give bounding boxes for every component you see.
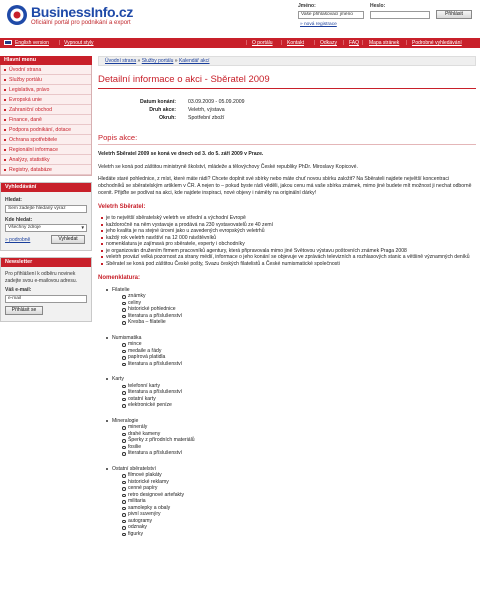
- category-subitems: [112, 424, 476, 457]
- detail-value: 03.09.2009 - 05.09.2009: [188, 99, 245, 106]
- email-label: Váš e-mail:: [5, 287, 32, 293]
- sidebar-item-analyses-statistics[interactable]: Analýzy, statistiky: [1, 155, 91, 165]
- category-name: Filatelie: [112, 286, 130, 293]
- search-scope-value: Všechny zdroje: [8, 225, 41, 230]
- list-item: Sběratel se koná pod záštitou České pošty, Svazu českých filatelistů a České numismatické společnosti: [98, 261, 476, 268]
- category-subitems: [112, 383, 476, 409]
- category-subitem: samolepky a obaly: [112, 505, 476, 512]
- nav-separator: |: [59, 40, 61, 46]
- nav-faq-link[interactable]: FAQ: [349, 40, 360, 46]
- main-menu-title: Hlavní menu: [0, 56, 92, 65]
- category-subitem: elektronické peníze: [112, 402, 476, 409]
- page-title: Detailní informace o akci - Sběratel 2009: [98, 74, 270, 85]
- sidebar-item-regional-info[interactable]: Regionální informace: [1, 145, 91, 155]
- category-item: [98, 376, 476, 409]
- disable-styles-link[interactable]: Vypnout styly: [64, 40, 94, 46]
- category-subitem: filmové plakáty: [112, 472, 476, 479]
- username-input[interactable]: Vaše přihlašovací jméno: [298, 11, 364, 19]
- brand-tagline: Oficiální portál pro podnikání a export: [31, 20, 131, 26]
- detail-label: Datum konání:: [139, 99, 176, 106]
- header: [0, 0, 480, 36]
- category-subitems: [112, 472, 476, 537]
- category-subitem: historické reklamy: [112, 479, 476, 486]
- nav-separator: |: [406, 40, 408, 46]
- nav-sitemap-link[interactable]: Mapa stránek: [369, 40, 400, 46]
- breadcrumb-separator: »: [137, 58, 142, 64]
- list-item: je to největší sběratelský veletrh ve střední a východní Evropě: [98, 215, 476, 222]
- title-divider: [98, 88, 476, 89]
- category-subitem: literatura a příslušenství: [112, 361, 476, 368]
- category-subitem: autogramy: [112, 518, 476, 525]
- category-name: Karty: [112, 376, 124, 383]
- category-item: [98, 418, 476, 457]
- category-subitem: militaria: [112, 498, 476, 505]
- newsletter-subscribe-button[interactable]: Přihlásit se: [5, 306, 43, 315]
- sidebar-item-business-support[interactable]: Podpora podnikání, dotace: [1, 125, 91, 135]
- businessinfo-logo-icon[interactable]: [6, 4, 28, 26]
- search-button[interactable]: Vyhledat: [51, 235, 85, 244]
- category-subitem: papírová platidla: [112, 354, 476, 361]
- sidebar-item-european-union[interactable]: Evropská unie: [1, 95, 91, 105]
- search-scope-select[interactable]: [5, 224, 87, 232]
- category-subitem: historické pohlednice: [112, 306, 476, 313]
- english-version-link[interactable]: English version: [15, 40, 49, 46]
- sidebar-item-foreign-trade[interactable]: Zahraniční obchod: [1, 105, 91, 115]
- category-subitem: figurky: [112, 531, 476, 538]
- category-subitem: Šperky z přírodních materiálů: [112, 437, 476, 444]
- category-subitem: literatura a příslušenství: [112, 450, 476, 457]
- detail-value: Spotřební zboží: [188, 115, 225, 122]
- category-subitem: medaile a řády: [112, 348, 476, 355]
- intro-paragraph: Hledáte staré pohlednice, z míst, které máte rádi? Chcete doplnit své sbírky nebo máte chuť novou sbírku založit? Na Sběrateli najdete největší koncentraci obchodníků se sběratelským artiklem v ČR. A nejen to – pokud byste rádi věděli, jakou cenu má vaše sbírka známek, mimo jiné budete mít možnost ji nechat odborně ocenit. Přijďte se podívat na akci, kde najdete inspiraci, nové objevy i náměty na originální dárky!: [98, 176, 472, 196]
- sidebar-item-registries[interactable]: Registry, databáze: [1, 165, 91, 175]
- search-scope-label: Kde hledat:: [5, 216, 33, 223]
- nomenclature-list: [98, 287, 476, 538]
- category-subitems: [112, 293, 476, 326]
- category-name: Numismatika: [112, 334, 142, 341]
- category-name: Mineralogie: [112, 417, 139, 424]
- category-subitem: fosilie: [112, 444, 476, 451]
- chevron-down-icon: ▼: [80, 225, 85, 230]
- main-menu: [0, 65, 92, 176]
- newsletter-title: Newsletter: [1, 258, 91, 267]
- nav-separator: |: [362, 40, 364, 46]
- sidebar-item-legislation[interactable]: Legislativa, právo: [1, 85, 91, 95]
- category-subitem: známky: [112, 293, 476, 300]
- category-subitem: drahé kameny: [112, 431, 476, 438]
- category-subitem: ostatní karty: [112, 396, 476, 403]
- password-input[interactable]: [370, 11, 430, 19]
- login-form: [298, 3, 476, 35]
- patronage-paragraph: Veletrh se koná pod záštitou ministryně školství, mládeže a tělovýchovy České republiky PhDr. Miroslavy Kopicové.: [98, 163, 358, 170]
- search-box: [0, 182, 92, 251]
- nav-links-link[interactable]: Odkazy: [320, 40, 337, 46]
- features-heading: Veletrh Sběratel:: [98, 204, 146, 211]
- sidebar-item-finance-taxes[interactable]: Finance, daně: [1, 115, 91, 125]
- new-registration-link[interactable]: » nová registrace: [300, 22, 337, 27]
- sidebar-item-consumer-protection[interactable]: Ochrana spotřebitele: [1, 135, 91, 145]
- detail-value: Veletrh, výstava: [188, 107, 225, 114]
- section-divider: [98, 144, 476, 145]
- email-field[interactable]: e-mail: [5, 295, 87, 303]
- category-item: [98, 287, 476, 326]
- nav-separator: |: [343, 40, 345, 46]
- category-subitem: mince: [112, 341, 476, 348]
- category-subitems: [112, 341, 476, 367]
- event-details: [98, 99, 476, 123]
- top-navigation: [0, 38, 480, 48]
- lead-paragraph: Veletrh Sběratel 2009 se koná ve dnech od 3. do 5. září 2009 v Praze.: [98, 151, 264, 158]
- category-subitem: Kresba – filatelie: [112, 319, 476, 326]
- list-item: každoročně na něm vystavuje a prodává na 230 vystavovatelů ze 40 zemí: [98, 222, 476, 229]
- category-subitem: minerály: [112, 424, 476, 431]
- list-item: veletrh provází velká pozornost za strany médií, informace o jeho konání se objevuje ve zprávách televizních a rozhlasových stanic a většině významných deníků: [98, 254, 476, 261]
- category-subitem: pivní suvenýry: [112, 511, 476, 518]
- features-list: [98, 215, 476, 267]
- category-subitem: cenné papíry: [112, 485, 476, 492]
- username-label: Jméno:: [298, 3, 316, 9]
- newsletter-box: [0, 257, 92, 322]
- detail-row: [98, 107, 476, 115]
- nav-contact-link[interactable]: Kontakt: [287, 40, 304, 46]
- category-subitem: literatura a příslušenství: [112, 389, 476, 396]
- category-item: [98, 466, 476, 538]
- list-item: jeho kvalita je na stejné úrovni jako u zavedených evropských veletrhů: [98, 228, 476, 235]
- breadcrumb: [98, 56, 476, 66]
- breadcrumb-separator: »: [174, 58, 179, 64]
- sidebar: [0, 56, 92, 322]
- nav-about-link[interactable]: O portálu: [252, 40, 273, 46]
- password-label: Heslo:: [370, 3, 386, 9]
- detail-row: [98, 115, 476, 123]
- search-label: Hledat:: [5, 197, 22, 203]
- category-item: [98, 335, 476, 368]
- nav-separator: |: [281, 40, 283, 46]
- search-input[interactable]: Sem zadejte hledaný výraz: [5, 205, 87, 213]
- main-content: [98, 56, 476, 546]
- breadcrumb-portal-services[interactable]: Služby portálu: [141, 58, 174, 64]
- breadcrumb-home[interactable]: Úvodní strana: [105, 58, 137, 64]
- sidebar-item-home[interactable]: Úvodní strana: [1, 65, 91, 75]
- category-subitem: telefonní karty: [112, 383, 476, 390]
- nav-separator: |: [314, 40, 316, 46]
- category-subitem: odznaky: [112, 524, 476, 531]
- nav-advanced-search-link[interactable]: Podrobné vyhledávání: [412, 40, 462, 46]
- category-name: Ostatní sběratelství: [112, 465, 156, 472]
- nomenclature-heading: Nomenklatura:: [98, 275, 141, 282]
- login-button[interactable]: Přihlásit: [436, 10, 472, 19]
- breadcrumb-event-calendar[interactable]: Kalendář akcí: [178, 58, 210, 64]
- list-item: každý rok veletrh navštíví na 12 000 návštěvníků: [98, 235, 476, 242]
- detail-label: Druh akce:: [149, 107, 176, 114]
- brand-name[interactable]: BusinessInfo.cz: [31, 4, 134, 20]
- category-subitem: retro designové artefakty: [112, 492, 476, 499]
- list-item: nomenklatura je zajímavá pro sběratele, experty i obchodníky: [98, 241, 476, 248]
- sidebar-item-portal-services[interactable]: Služby portálu: [1, 75, 91, 85]
- uk-flag-icon: [4, 40, 12, 45]
- nav-separator: |: [246, 40, 248, 46]
- detail-label: Okruh:: [158, 115, 176, 122]
- newsletter-description: Pro přihlášení k odběru novinek zadejte svou e-mailovou adresu.: [5, 271, 77, 284]
- detail-row: [98, 99, 476, 107]
- category-subitem: celiny: [112, 300, 476, 307]
- search-box-title: Vyhledávání: [1, 183, 91, 192]
- list-item: je organizován družením firmem pracovníků agentury, která připravovala mimo jiné Světovou výstavu poštovních známek Praga 2008: [98, 248, 476, 255]
- description-heading: Popis akce:: [98, 133, 138, 143]
- advanced-search-link[interactable]: » podrobně: [5, 237, 31, 243]
- category-subitem: literatura a příslušenství: [112, 313, 476, 320]
